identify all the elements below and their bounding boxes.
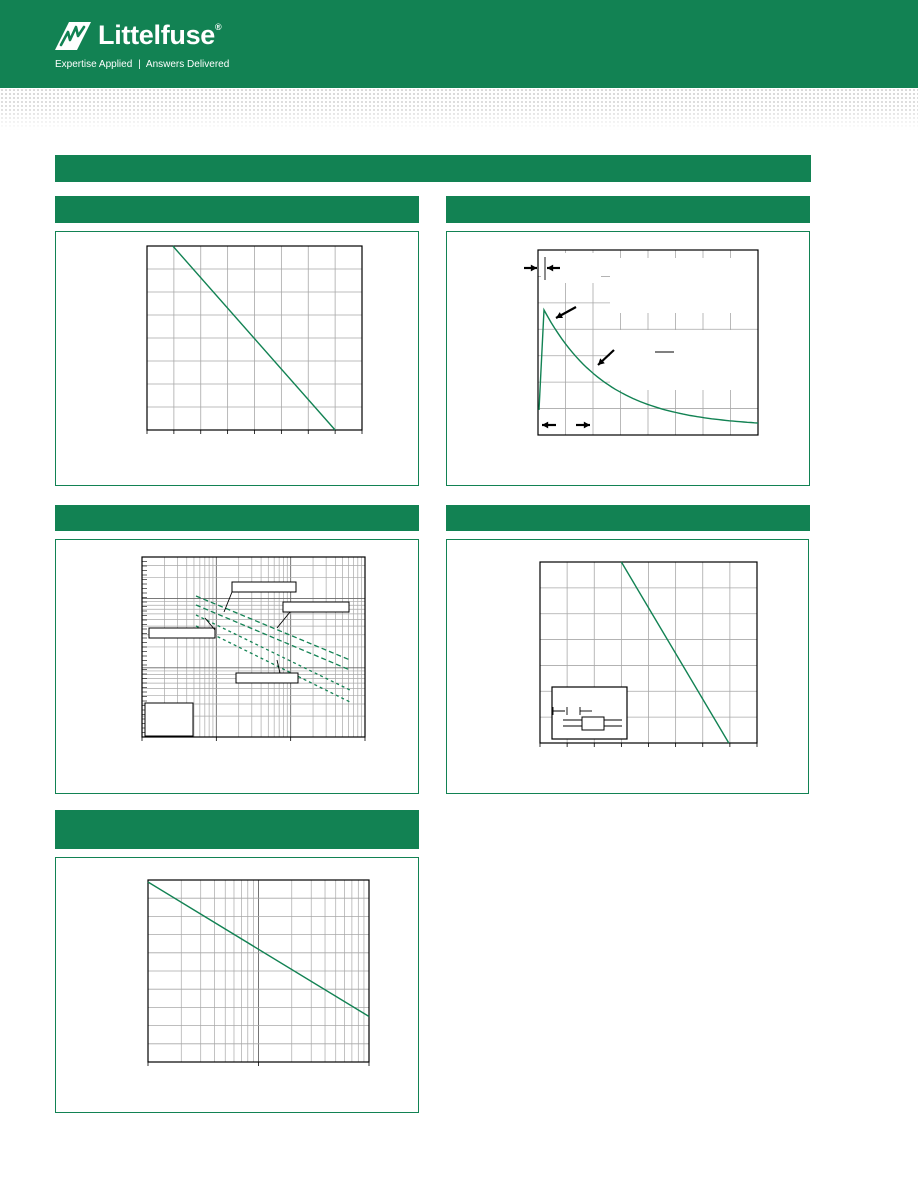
fig4-title-bar (446, 505, 810, 531)
brand-name: Littelfuse (98, 20, 216, 50)
registered-mark: ® (215, 22, 222, 32)
littelfuse-lightning-logo-icon (55, 22, 91, 50)
brand-tagline: Expertise Applied | Answers Delivered (55, 59, 230, 70)
tagline-left: Expertise Applied (55, 59, 133, 70)
main-title-bar (55, 155, 811, 182)
fig3-panel (55, 539, 419, 794)
fig2-title-bar (446, 196, 810, 223)
fig5-panel (55, 857, 419, 1113)
brand-wordmark (98, 20, 221, 51)
fig5-title-bar (55, 810, 419, 849)
brand-header (0, 0, 918, 88)
tagline-right: Answers Delivered (145, 59, 230, 70)
fig2-panel (446, 231, 810, 486)
fig1-panel (55, 231, 419, 486)
fig3-title-bar (55, 505, 419, 531)
fig1-title-bar (55, 196, 419, 223)
fig4-panel (446, 539, 809, 794)
